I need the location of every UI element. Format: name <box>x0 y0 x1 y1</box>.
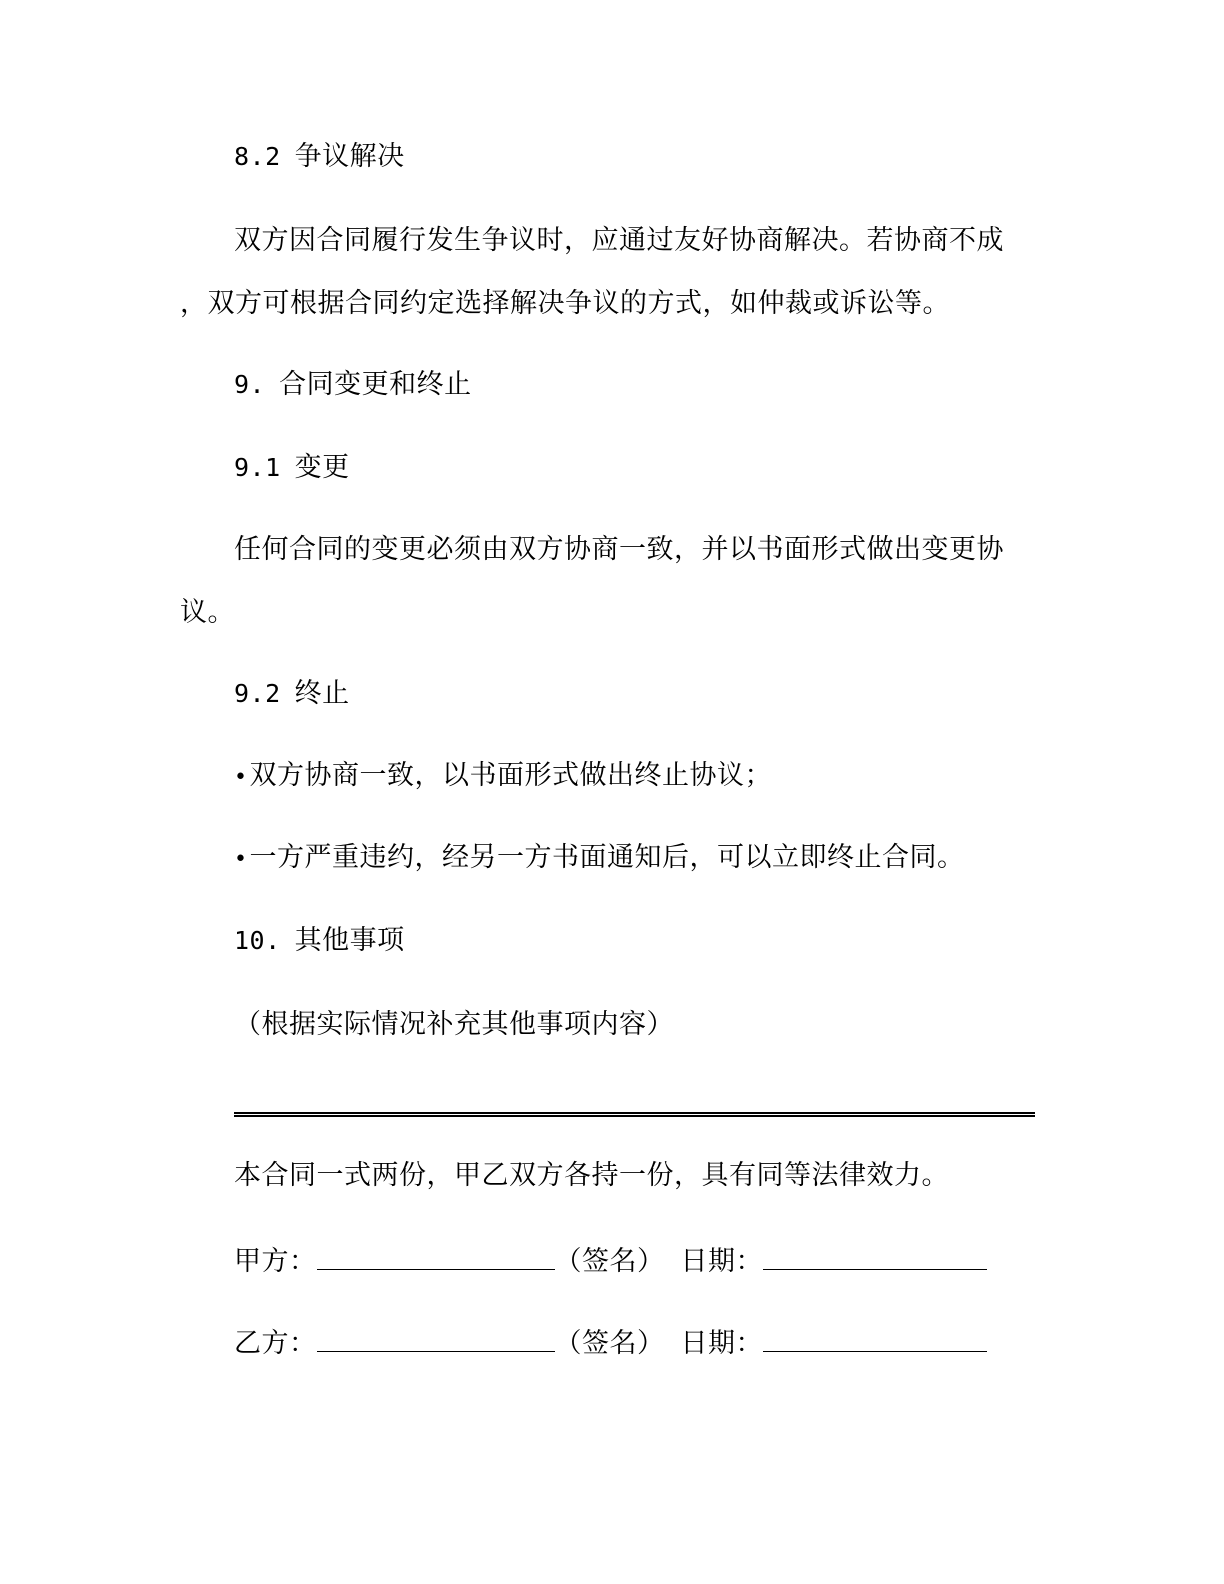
list-item <box>234 759 772 795</box>
paragraph-8-2-line1: 双方因合同履行发生争议时，应通过友好协商解决。若协商不成 <box>234 225 1004 256</box>
heading-10-title: 其他事项 <box>294 925 405 956</box>
party-b-signature-field[interactable] <box>317 1325 555 1352</box>
sign-label: （签名） <box>554 1328 665 1359</box>
party-a-label: 甲方： <box>234 1246 317 1277</box>
section-10-note: （根据实际情况补充其他事项内容） <box>234 1009 674 1040</box>
heading-8-2 <box>234 140 405 174</box>
heading-9-1-title: 变更 <box>294 452 350 483</box>
heading-9-2-number: 9.2 <box>234 679 281 708</box>
paragraph-8-2-line2: ，双方可根据合同约定选择解决争议的方式，如仲裁或诉讼等。 <box>180 288 950 319</box>
heading-9-2-title: 终止 <box>294 678 350 709</box>
heading-9-2 <box>234 677 350 711</box>
party-a-signature-field[interactable] <box>317 1243 555 1270</box>
heading-9-1 <box>234 451 350 485</box>
party-b-date-field[interactable] <box>763 1325 987 1352</box>
bullet-icon: • <box>234 765 248 790</box>
list-item-text: 一方严重违约，经另一方书面通知后，可以立即终止合同。 <box>249 842 965 873</box>
paragraph-9-1-line2: 议。 <box>180 597 235 628</box>
heading-9-number: 9. <box>234 370 266 399</box>
heading-9-title: 合同变更和终止 <box>279 369 472 400</box>
heading-10-number: 10. <box>234 926 281 955</box>
heading-8-2-title: 争议解决 <box>294 141 405 172</box>
divider <box>234 1112 1035 1117</box>
signature-row-party-b <box>234 1325 987 1361</box>
sign-label: （签名） <box>554 1246 665 1277</box>
list-item-text: 双方协商一致，以书面形式做出终止协议； <box>249 760 772 791</box>
heading-9 <box>234 368 472 402</box>
date-label: 日期： <box>680 1246 763 1277</box>
closing-statement: 本合同一式两份，甲乙双方各持一份，具有同等法律效力。 <box>234 1160 949 1191</box>
heading-8-2-number: 8.2 <box>234 142 281 171</box>
bullet-icon: • <box>234 847 248 872</box>
list-item <box>234 841 964 877</box>
signature-row-party-a <box>234 1243 987 1279</box>
heading-9-1-number: 9.1 <box>234 453 281 482</box>
heading-10 <box>234 924 405 958</box>
party-a-date-field[interactable] <box>763 1243 987 1270</box>
date-label: 日期： <box>680 1328 763 1359</box>
paragraph-9-1-line1: 任何合同的变更必须由双方协商一致，并以书面形式做出变更协 <box>234 534 1004 565</box>
party-b-label: 乙方： <box>234 1328 317 1359</box>
